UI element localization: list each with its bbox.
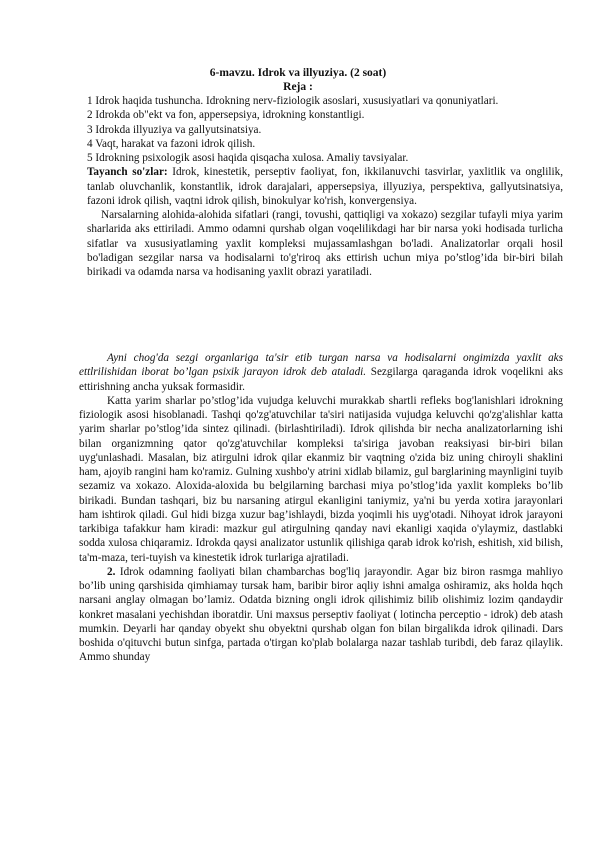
plan-list <box>87 94 563 279</box>
section-number: 2. <box>107 565 116 578</box>
keywords-text: Idrok, kinestetik, perseptiv faoliyat, fon, ikkilanuvchi tasvirlar, yaxlitlik va onglilik, tanlab oluvchanlik, konstantlik, idrok darajalari, appersepsiya, illyuziya, perspektiva, gallyutsinatsiya, fazoni idrok qilish, vaqtni idrok qilish, binokulyar ko'rish, konvergensiya. <box>87 166 563 207</box>
main-text <box>79 351 563 665</box>
plan-heading: Reja : <box>283 81 313 93</box>
plan-item: 1 Idrok haqida tushuncha. Idrokning nerv-fiziologik asoslari, xususiyatlari va qonuniyatlari. <box>87 95 499 107</box>
keywords-paragraph <box>87 165 563 208</box>
keywords-label: Tayanch so'zlar: <box>87 166 168 179</box>
definition-paragraph <box>79 351 563 394</box>
idrok-definition: Ayni chog'da sezgi organlariga ta'sir etib turgan narsa va hodisalarni ongimizda yaxlit aks ettlrilishidan iborat bo’lgan psixik jarayon idrok deb ataladi. <box>79 352 563 379</box>
definition-continuation: Sezgilarga qaraganda idrok voqelikni aks ettirishning ancha yuksak formasidir. <box>79 366 563 393</box>
paragraph-physiology: Katta yarim sharlar po’stlog’ida vujudga keluvchi murakkab shartli refleks bog'lanishlari idrokning fiziologik asosi hisoblanadi. Tashqi qo'zg'atuvchilar ta'siri natijasida vujudga keluvchi qo'zg'alishlar katta yarim sharlar po’stlog’ida sintez qilinadi. (birlashtiriladi). Idrok qilishda bir necha analizatorlarning ishi bilan organizmning qator qo'zg'atuvchilar kompleksi ta'siriga javoban reaksiyasi bir-biri bilan uyg'unlashadi. Masalan, biz atirgulni idrok qilar ekanmiz bir vaqtning o'zida biz uning chiroyli shaklini ham, ajoyib rangini ham ko'ramiz. Gulning xushbo'y atrini xidlab bilamiz, gul barglarining maynligini tuyib sezamiz va xokazo. Aloxida-aloxida bu belgilarning barchasi miya po’stlog’ida yaxlit kompleks bo’lib birikadi. Bundan tashqari, biz bu narsaning atirgul ekanligini taniymiz, ya'ni bu yerda xotira jarayonlari ham ishtirok qiladi. Gul hidi bizga xuzur bag’ishlaydi, bizda yoqimli his uyg'otadi. Nihoyat idrok jarayoni tarkibiga tafakkur ham kiradi: mazkur gul atirgulning qanday navi ekanligi xaqida o'ylaymiz, dastlabki sodda xulosa chiqaramiz. Idrokda qaysi analizator ustunlik qilishiga qarab idrok ko'rish, eshitish, xid bilish, ta'm-maza, teri-tuyish va kinestetik idrok turlariga ajratiladi. <box>79 394 563 564</box>
paragraph-activity-text: Idrok odamning faoliyati bilan chambarchas bog'liq jarayondir. Agar biz biron rasmga mahliyo bo’lib uning qarshisida qimhiamay tursak ham, baribir biror aqliy ishni amalga oshiramiz, aks holda hqch narsani anglay olmagan bo’lamiz. Odatda bizning ongli idrok qilishimiz bilib olishimiz lozim qandaydir konkret masalani yechishdan iboratdir. Uni maxsus perseptiv faoliyat ( lotincha perceptio - idrok) deb atash mumkin. Deyarli har qanday obyekt shu obyektni qurshab olgan fon bilan birgalikda idrok qilinadi. Dars boshida o'qituvchi butun sinfga, partada o'tirgan ko'plab bolalarga nazar tashlab turibdi, deb faraz qilaylik. Ammo shunday <box>79 565 563 664</box>
plan-item: 3 Idrokda illyuziya va gallyutsinatsiya. <box>87 123 262 136</box>
paragraph-activity <box>79 565 563 665</box>
plan-item: 4 Vaqt, harakat va fazoni idrok qilish. <box>87 137 256 150</box>
plan-item: 5 Idrokning psixologik asosi haqida qisqacha xulosa. Amaliy tavsiyalar. <box>87 152 409 164</box>
paragraph-intro: Narsalarning alohida-alohida sifatlari (rangi, tovushi, qattiqligi va xokazo) sezgilar tufayli miya yarim sharlarida aks ettiriladi. Ammo odamni qurshab olgan voqelilikdagi har bir narsa yoki hodisada turlicha sifatlar va xususiyatlaming yaxlit kompleksi mujassamlashgan bo'ladi. Analizatorlar orqali hosil bo'ladigan sezgilar narsa va hodisalarni to'g'riroq aks ettirish uchun miya po’stlog’ida bir-biri bilah birikadi va odamda narsa va hodisaning yaxlit obrazi yaratiladi. <box>87 209 563 278</box>
page-title: 6-mavzu. Idrok va illyuziya. (2 soat) <box>209 67 387 79</box>
plan-item: 2 Idrokda ob"ekt va fon, appersepsiya, idrokning konstantligi. <box>87 109 365 122</box>
